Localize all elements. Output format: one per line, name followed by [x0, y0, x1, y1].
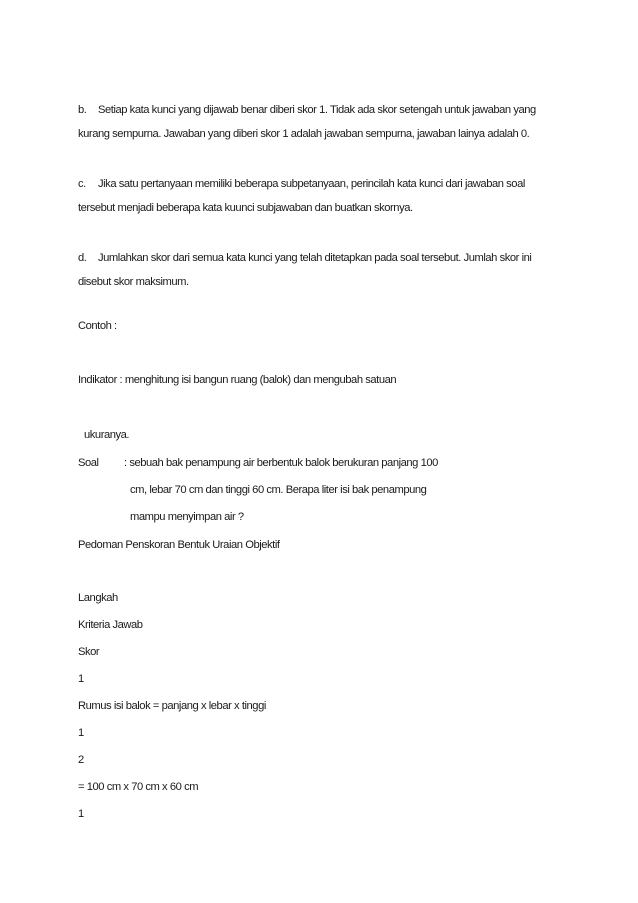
soal-label: Soal — [78, 457, 99, 469]
paragraph-b-line2: kurang sempurna. Jawaban yang diberi skor 1 adalah jawaban sempurna, jawaban lainya adalah 0. — [78, 128, 530, 140]
paragraph-d-line2: disebut skor maksimum. — [78, 276, 189, 288]
paragraph-c — [78, 172, 568, 220]
table-cell-step-2: 2 — [78, 754, 84, 766]
indikator-line2: ukuranya. — [84, 429, 130, 441]
paragraph-c-letter: c. — [78, 178, 86, 190]
table-cell-step-1: 1 — [78, 673, 84, 685]
soal-line2: cm, lebar 70 cm dan tinggi 60 cm. Berapa liter isi bak penampung — [130, 484, 427, 496]
paragraph-b-line1: Setiap kata kunci yang dijawab benar diberi skor 1. Tidak ada skor setengah untuk jawaban yang — [98, 104, 536, 116]
table-header-kriteria: Kriteria Jawab — [78, 619, 143, 631]
soal-text-line1: : sebuah bak penampung air berbentuk balok berukuran panjang 100 — [124, 457, 438, 469]
table-cell-score-1: 1 — [78, 727, 84, 739]
table-cell-score-2: 1 — [78, 808, 84, 820]
indikator-line1: Indikator : menghitung isi bangun ruang (balok) dan mengubah satuan — [78, 374, 397, 386]
paragraph-c-line1: Jika satu pertanyaan memiliki beberapa subpetanyaan, perincilah kata kunci dari jawaban soal — [98, 178, 525, 190]
paragraph-d-line1: Jumlahkan skor dari semua kata kunci yang telah ditetapkan pada soal tersebut. Jumlah skor ini — [98, 252, 532, 264]
paragraph-b-letter: b. — [78, 104, 87, 116]
table-header-skor: Skor — [78, 646, 100, 658]
table-cell-criteria-2: = 100 cm x 70 cm x 60 cm — [78, 781, 199, 793]
paragraph-c-line2: tersebut menjadi beberapa kata kuunci subjawaban dan buatkan skornya. — [78, 202, 413, 214]
soal-line3: mampu menyimpan air ? — [130, 511, 244, 523]
paragraph-b — [78, 98, 568, 146]
paragraph-d — [78, 246, 568, 294]
table-header-langkah: Langkah — [78, 592, 118, 604]
table-cell-criteria-1: Rumus isi balok = panjang x lebar x tinggi — [78, 700, 266, 712]
soal-line1 — [78, 456, 438, 470]
pedoman-heading: Pedoman Penskoran Bentuk Uraian Objektif — [78, 539, 280, 551]
paragraph-d-letter: d. — [78, 252, 87, 264]
contoh-heading: Contoh : — [78, 320, 117, 332]
